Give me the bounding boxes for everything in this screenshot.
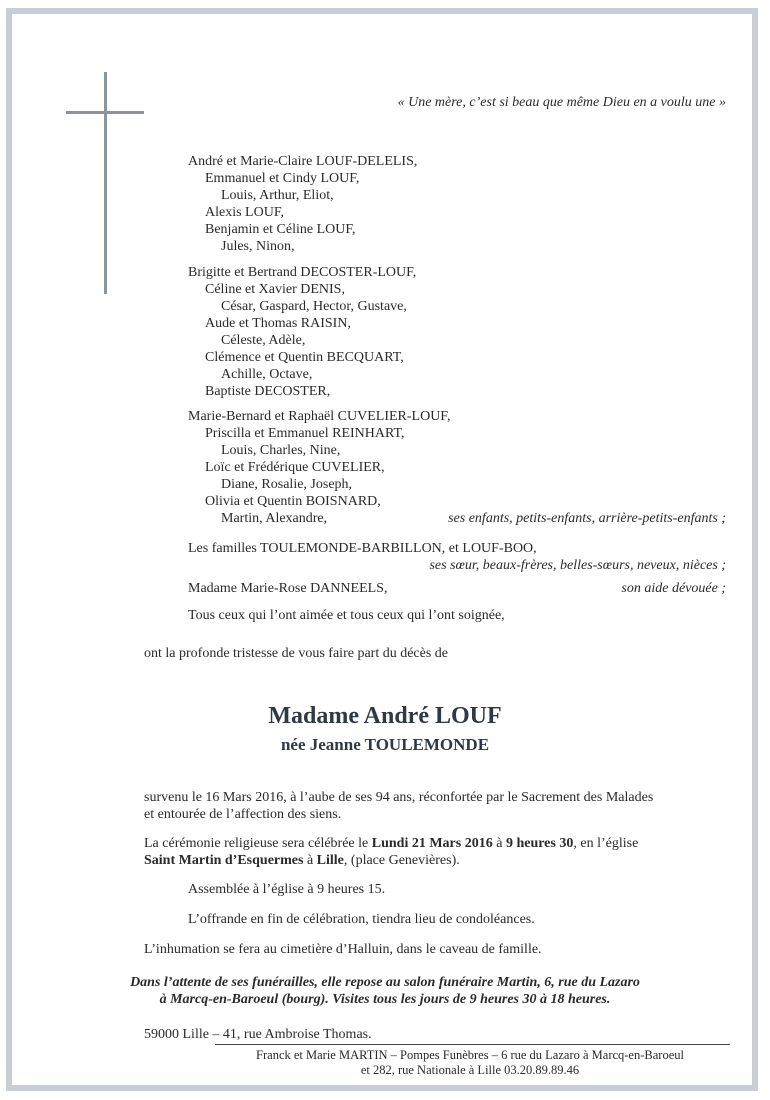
ceremony-time: 9 heures 30 bbox=[505, 836, 574, 851]
family-line: André et Marie-Claire LOUF-DELELIS, bbox=[188, 154, 418, 169]
family-line: Marie-Bernard et Raphaël CUVELIER-LOUF, bbox=[188, 409, 451, 424]
relation-families: ses sœur, beaux-frères, belles-sœurs, neveux, nièces ; bbox=[429, 558, 726, 573]
family-line: Priscilla et Emmanuel REINHART, bbox=[205, 426, 405, 441]
family-line: Emmanuel et Cindy LOUF, bbox=[205, 171, 360, 186]
family-line: Jules, Ninon, bbox=[221, 239, 295, 254]
ceremony-date: Lundi 21 Mars 2016 bbox=[371, 836, 493, 851]
offering-line: L’offrande en fin de célébration, tiendra lieu de condoléances. bbox=[188, 912, 535, 927]
funeral-home-line: Dans l’attente de ses funérailles, elle repose au salon funéraire Martin, 6, rue du Lazaro bbox=[130, 975, 640, 990]
burial-line: L’inhumation se fera au cimetière d’Halluin, dans le caveau de famille. bbox=[144, 942, 542, 957]
church-name: Saint Martin d’Esquermes bbox=[144, 853, 304, 868]
family-line: Martin, Alexandre, bbox=[221, 511, 328, 526]
epigraph-quote: « Une mère, c’est si beau que même Dieu en a voulu une » bbox=[397, 95, 726, 110]
family-line: Brigitte et Bertrand DECOSTER-LOUF, bbox=[188, 265, 417, 280]
assembly-line: Assemblée à l’église à 9 heures 15. bbox=[188, 882, 386, 897]
family-line: Aude et Thomas RAISIN, bbox=[205, 316, 351, 331]
death-line: survenu le 16 Mars 2016, à l’aube de ses 94 ans, réconfortée par le Sacrement des Malades bbox=[144, 790, 654, 805]
church-city: Lille bbox=[316, 853, 344, 868]
family-line: Alexis LOUF, bbox=[205, 205, 284, 220]
ceremony-place-line: Saint Martin d’Esquermes à Lille, (place Genevières). bbox=[144, 853, 460, 868]
ceremony-line: La cérémonie religieuse sera célébrée le Lundi 21 Mars 2016 à 9 heures 30, en l’église bbox=[144, 836, 639, 851]
footer-line: et 282, rue Nationale à Lille 03.20.89.89.46 bbox=[360, 1063, 580, 1077]
home-address: 59000 Lille – 41, rue Ambroise Thomas. bbox=[144, 1027, 372, 1042]
family-line: Clémence et Quentin BECQUART, bbox=[205, 350, 404, 365]
family-line: César, Gaspard, Hector, Gustave, bbox=[221, 299, 407, 314]
family-line: Diane, Rosalie, Joseph, bbox=[221, 477, 353, 492]
family-line: Louis, Arthur, Eliot, bbox=[221, 188, 334, 203]
relation-aide: son aide dévouée ; bbox=[621, 581, 726, 596]
all-line: Tous ceux qui l’ont aimée et tous ceux qui l’ont soignée, bbox=[188, 608, 505, 623]
footer-line: Franck et Marie MARTIN – Pompes Funèbres – 6 rue du Lazaro à Marcq-en-Baroeul bbox=[256, 1048, 684, 1062]
family-line: Louis, Charles, Nine, bbox=[221, 443, 341, 458]
footer-divider bbox=[215, 1044, 730, 1045]
family-line: Céleste, Adèle, bbox=[221, 333, 306, 348]
family-line: Benjamin et Céline LOUF, bbox=[205, 222, 356, 237]
deceased-name: Madame André LOUF bbox=[268, 703, 502, 729]
death-line: et entourée de l’affection des siens. bbox=[144, 807, 342, 822]
family-line: Olivia et Quentin BOISNARD, bbox=[205, 494, 381, 509]
family-line: Céline et Xavier DENIS, bbox=[205, 282, 345, 297]
family-line: Loïc et Frédérique CUVELIER, bbox=[205, 460, 385, 475]
funeral-home-line: à Marcq-en-Baroeul (bourg). Visites tous les jours de 9 heures 30 à 18 heures. bbox=[159, 992, 611, 1007]
deceased-birth-name: née Jeanne TOULEMONDE bbox=[280, 735, 490, 754]
family-line: Achille, Octave, bbox=[221, 367, 313, 382]
family-line: Baptiste DECOSTER, bbox=[205, 384, 331, 399]
aide-line: Madame Marie-Rose DANNEELS, bbox=[188, 581, 388, 596]
families-line: Les familles TOULEMONDE-BARBILLON, et LOUF-BOO, bbox=[188, 541, 537, 556]
announce-line: ont la profonde tristesse de vous faire part du décès de bbox=[144, 646, 449, 661]
relation-children: ses enfants, petits-enfants, arrière-petits-enfants ; bbox=[448, 511, 726, 526]
